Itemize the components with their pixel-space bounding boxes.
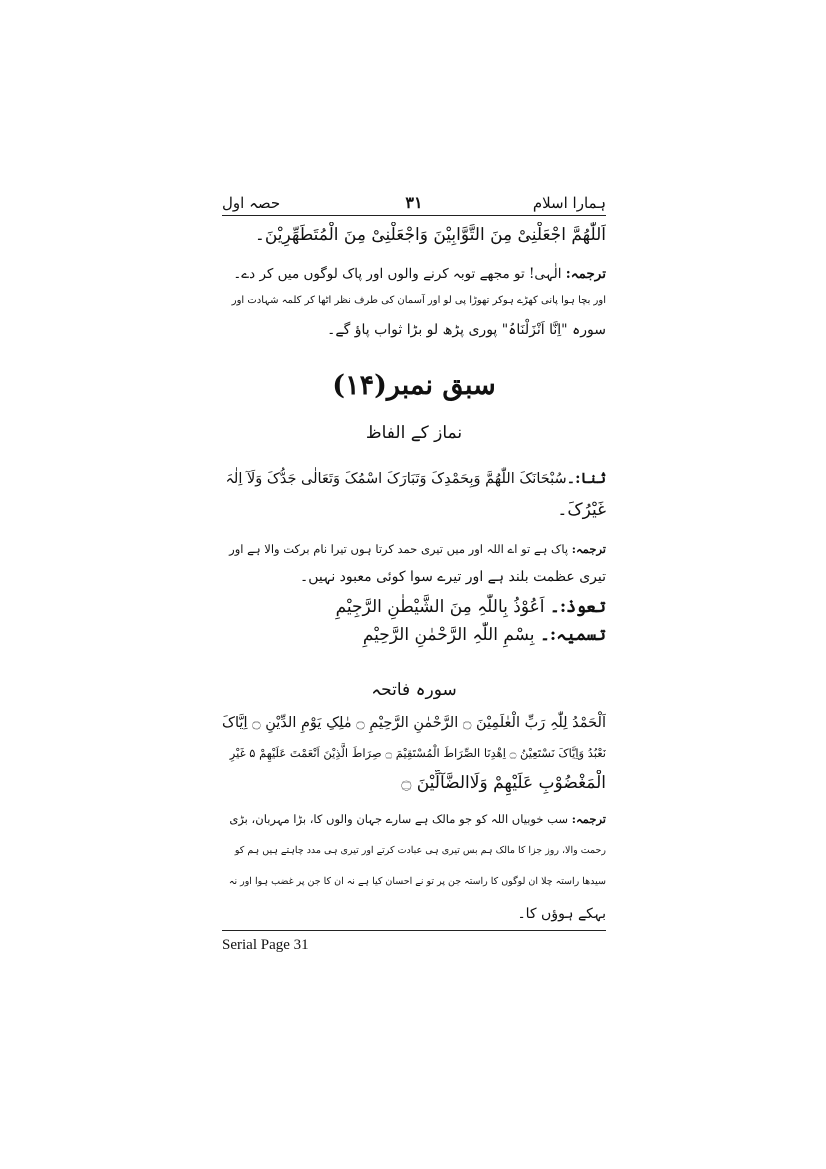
- serial-page-label: Serial Page 31: [222, 937, 309, 953]
- sana-arabic-text: سُبْحَانَکَ اللّٰھُمَّ وَبِحَمْدِکَ وَتَبَارَکَ اسْمُکَ وَتَعَالٰی جَدُّکَ وَلَآ اِلٰہَ: [225, 471, 567, 487]
- fatiha-translation-line-1: [222, 807, 606, 831]
- dua-instruction-line-1: اور بچا ہوا پانی کھڑے ہوکر تھوڑا پی لو اور آسمان کی طرف نظر اٹھا کر کلمہ شہادت اور: [231, 295, 606, 306]
- taawwuz-line: [222, 594, 606, 620]
- fatiha-translation-line-3: سیدھا راستہ چلا ان لوگوں کا راستہ جن پر تو نے احسان کیا ہے نہ ان کا جن پر غضب ہوا اور نہ: [228, 876, 606, 887]
- sana-arabic-line-2: غَیْرُکَ۔: [557, 500, 606, 520]
- translation-label: ترجمہ:: [565, 266, 606, 282]
- section-label: حصہ اول: [222, 194, 281, 212]
- lesson-title: سبق نمبر(۱۴): [332, 370, 496, 401]
- sana-label: ثنا:۔: [566, 470, 606, 487]
- footer-rule: [222, 930, 606, 931]
- translation-text: پاک ہے تو اے اللہ اور میں تیری حمد کرتا ہوں تیرا نام برکت والا ہے اور: [229, 542, 569, 556]
- dua-translation: [222, 262, 606, 286]
- fatiha-arabic-line-2: نَعْبُدُ وَاِیَّاکَ نَسْتَعِیْنُ ۝ اِھْدِنَا الصِّرَاطَ الْمُسْتَقِیْمَ ۝ صِرَاطَ الَّذِیْنَ اَنْعَمْتَ عَلَیْھِمْ ۵ غَیْرِ: [229, 746, 606, 760]
- translation-label: ترجمہ:: [571, 542, 606, 556]
- translation-text: سب خوبیاں اللہ کو جو مالک ہے سارے جہان والوں کا، بڑا مہربان، بڑی: [229, 812, 569, 826]
- tasmiya-arabic: بِسْمِ اللّٰہِ الرَّحْمٰنِ الرَّحِیْمِ: [362, 625, 535, 645]
- translation-text: الٰہی! تو مجھے توبہ کرنے والوں اور پاک لوگوں میں کر دے۔: [233, 266, 562, 282]
- fatiha-translation-line-2: رحمت والا، روز جزا کا مالک ہم بس تیری ہی عبادت کرتے اور تیری ہی مدد چاہتے ہیں ہم کو: [234, 845, 606, 856]
- tasmiya-line: [222, 622, 606, 648]
- taawwuz-label: تعوذ:۔: [549, 597, 606, 617]
- tasmiya-label: تسمیہ:۔: [539, 625, 606, 645]
- dua-instruction-line-2: سورہ "اِنَّا اَنْزَلْنَاہُ" پوری پڑھ لو بڑا ثواب پاؤ گے۔: [327, 322, 606, 338]
- sana-arabic-line-1: [222, 466, 606, 492]
- fatiha-arabic-line-1: اَلْحَمْدُ لِلّٰہِ رَبِّ الْعٰلَمِیْنَ ۝ الرَّحْمٰنِ الرَّحِیْمِ ۝ مٰلِکِ یَوْمِ الدِّیْنِ ۝ اِیَّاکَ: [222, 715, 606, 731]
- taawwuz-arabic: اَعُوْذُ بِاللّٰہِ مِنَ الشَّیْطٰنِ الرَّجِیْمِ: [335, 597, 545, 617]
- dua-arabic: اَللّٰھُمَّ اجْعَلْنِیْ مِنَ التَّوَّابِیْنَ وَاجْعَلْنِیْ مِنَ الْمُتَطَھِّرِیْنَ۔: [254, 225, 606, 245]
- sana-translation-line-2: تیری عظمت بلند ہے اور تیرے سوا کوئی معبود نہیں۔: [300, 569, 606, 585]
- fatiha-heading: سورہ فاتحہ: [371, 680, 457, 700]
- fatiha-arabic-line-3: الْمَغْضُوْبِ عَلَیْھِمْ وَلَاالضَّآلِّیْنَ ۝: [401, 773, 606, 793]
- page-number: ۳۱: [405, 193, 423, 212]
- book-title: ہمارا اسلام: [532, 194, 606, 212]
- sana-translation-line-1: [222, 537, 606, 561]
- page-header: [222, 193, 606, 216]
- translation-label: ترجمہ:: [571, 812, 606, 826]
- lesson-subtitle: نماز کے الفاظ: [365, 423, 463, 443]
- fatiha-translation-line-4: بہکے ہوؤں کا۔: [517, 906, 606, 922]
